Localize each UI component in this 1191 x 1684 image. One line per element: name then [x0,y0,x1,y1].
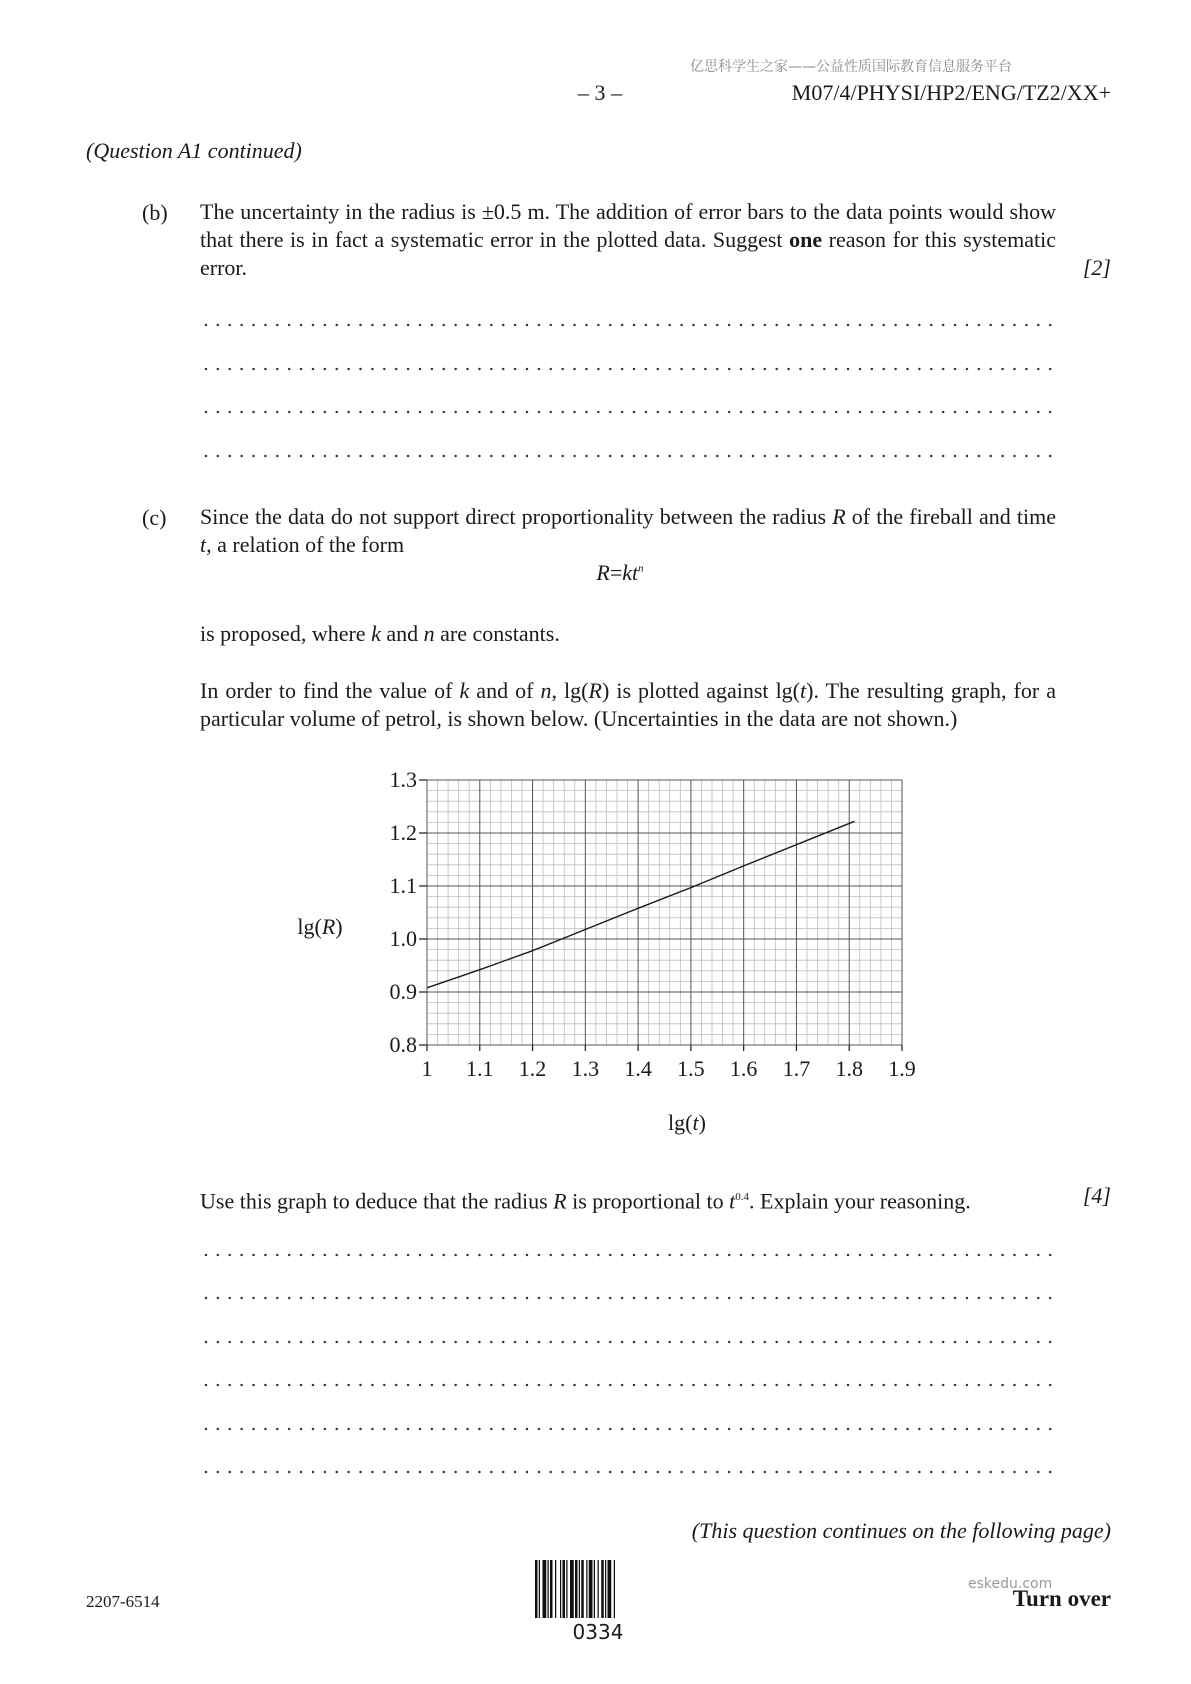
y-tick-label: 0.8 [389,1032,417,1057]
turn-over: Turn over [1012,1586,1111,1611]
barcode [533,1560,663,1618]
x-tick-labels [422,1056,916,1081]
barcode-bar [570,1560,574,1618]
x-tick-label: 1.5 [677,1056,705,1081]
y-tick-label: 0.9 [389,979,417,1004]
x-axis-label: lg(t) [668,1110,706,1135]
barcode-bar [566,1560,567,1618]
barcode-bar [560,1560,561,1618]
document-number: 2207-6514 [86,1592,160,1611]
answer-line-c5[interactable] [200,1422,1056,1436]
y-axis-label: lg(R) [297,914,343,939]
major-grid [427,780,902,1045]
x-tick-label: 1.8 [835,1056,863,1081]
barcode-bar [539,1560,540,1618]
x-tick-label: 1.9 [888,1056,916,1081]
x-tick-label: 1.6 [729,1056,758,1081]
barcode-bar [548,1560,549,1618]
answer-line-b1[interactable] [200,318,1056,332]
barcode-bar [608,1560,612,1618]
barcode-bar [563,1560,566,1618]
barcode-bar [586,1560,587,1618]
part-c-intro: Since the data do not support direct proportionality between the radius R of the fireball and time t, a relation of the form [200,504,1056,557]
y-tick-label: 1.1 [389,873,417,898]
graph-lgR-vs-lgt [260,760,960,1140]
site-watermark: eskedu.com [968,1576,1053,1592]
barcode-bar [601,1560,604,1618]
part-c-method: In order to find the value of k and of n, lg(R) is plotted against lg(t). The resulting graph, for a particular volume of petrol, is shown below. (Uncertainties in the data are not shown.) [200,678,1057,731]
barcode-bar [614,1560,615,1618]
answer-line-b2[interactable] [200,362,1056,376]
y-tick-label: 1.2 [389,820,417,845]
part-b-label: (b) [142,200,168,225]
continues-note: (This question continues on the following page) [691,1518,1111,1543]
barcode-bar [575,1560,578,1618]
barcode-bar [594,1560,595,1618]
y-tick-label: 1.0 [389,926,417,951]
x-tick-label: 1.2 [518,1056,547,1081]
answer-line-c3[interactable] [200,1335,1056,1349]
part-c-question: Use this graph to deduce that the radius R is proportional to $t^{0.4}$. Explain your reasoning. [200,1188,971,1214]
barcode-bar [605,1560,606,1618]
minor-grid [427,780,902,1045]
barcode-bar [550,1560,553,1618]
equation: $R=kt^n$ [596,560,644,585]
part-c-label: (c) [142,505,167,530]
x-tick-label: 1.4 [624,1056,652,1081]
x-tick-label: 1.3 [571,1056,600,1081]
answer-line-c2[interactable] [200,1291,1056,1305]
answer-line-b4[interactable] [200,449,1056,463]
answer-line-c4[interactable] [200,1378,1056,1392]
part-c-proposed: is proposed, where k and n are constants. [200,621,560,646]
y-tick-label: 1.3 [389,767,417,792]
page-number: – 3 – [578,80,622,105]
answer-line-c1[interactable] [200,1248,1056,1262]
barcode-bar [555,1560,556,1618]
header-watermark: 亿思科学生之家——公益性质国际教育信息服务平台 [690,59,1012,75]
data-series-line [427,821,855,988]
y-tick-labels [390,767,418,1057]
part-c-marks: [4] [1082,1183,1111,1208]
continued-label: (Question A1 continued) [86,138,302,163]
answer-line-b3[interactable] [200,405,1056,419]
barcode-bar [535,1560,538,1618]
x-tick-label: 1.1 [466,1056,494,1081]
barcode-number: 0334 [572,1620,624,1644]
x-tick-label: 1.7 [782,1056,811,1081]
barcode-bar [589,1560,593,1618]
axis-ticks [419,780,902,1051]
barcode-bar [598,1560,599,1618]
barcode-bar [581,1560,584,1618]
barcode-bar [543,1560,547,1618]
part-b-marks: [2] [1082,255,1111,280]
part-b-text: The uncertainty in the radius is ±0.5 m. The addition of error bars to the data points would show that there is in fact a systematic error in the plotted data. Suggest one reason for this systematic error. [200,199,1056,280]
answer-line-c6[interactable] [200,1465,1056,1479]
barcode-bar [579,1560,580,1618]
paper-code: M07/4/PHYSI/HP2/ENG/TZ2/XX+ [791,80,1111,105]
x-tick-label: 1 [421,1056,433,1081]
